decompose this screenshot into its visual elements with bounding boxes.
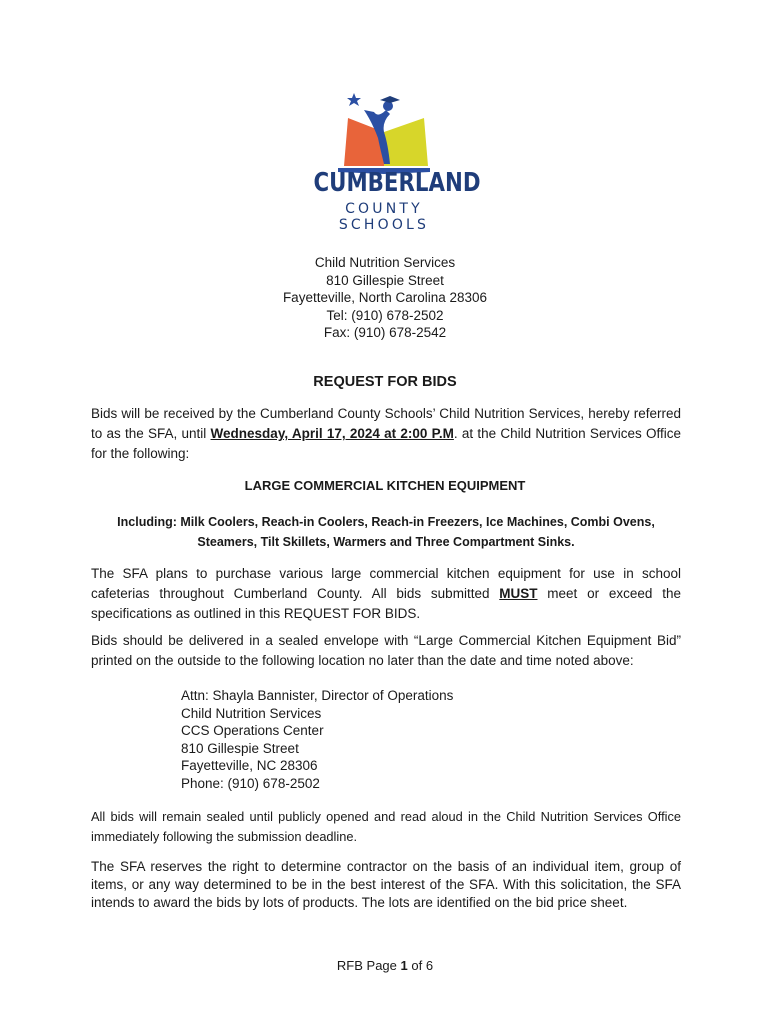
footer-of: of [407,958,426,973]
footer-prefix: RFB Page [336,958,401,973]
attn-department: Child Nutrition Services [181,705,322,721]
must-emphasis: MUST [499,586,538,601]
logo-wordmark-secondary: COUNTY SCHOOLS [338,201,430,233]
intro-text-start: Bids will be received by the Cumberland County Schools’ Child Nutrition Services, hereby referred to as the SFA, until [91,406,681,441]
footer-page-total: 6 [425,958,434,973]
sealed-bids-paragraph: All bids will remain sealed until publicly opened and read aloud in the Child Nutrition Services Office immediately following the submission deadline. [91,809,681,844]
plan-text-end: meet or exceed the specifications as outlined in this REQUEST FOR BIDS. [91,586,681,621]
attn-city: Fayetteville, NC 28306 [181,758,318,773]
intro-paragraph [91,404,681,464]
logo-grad-cap-icon [380,96,400,103]
page-footer [0,958,770,973]
bid-deadline: Wednesday, April 17, 2024 at 2:00 P.M [210,426,454,441]
purchase-plan-paragraph [91,564,681,624]
intro-text-end: . at the Child Nutrition Services Office for the following: [91,426,681,461]
equipment-list [91,512,681,552]
address-fax: Fax: (910) 678-2542 [323,325,447,340]
footer-page-number: 1 [400,958,408,973]
reserve-rights-paragraph: The SFA reserves the right to determine contractor on the basis of an individual item, group of items, or any way determined to be in the best interest of the SFA. With this solicitation, the SFA intends to award the bids by lots of products. The lots are identified on the bid price sheet. [91,859,681,910]
address-phone: Tel: (910) 678-2502 [326,307,444,323]
attn-line: Attn: Shayla Bannister, Director of Operations [181,688,454,703]
attn-phone: Phone: (910) 678-2502 [181,775,320,791]
logo-book-right-page [384,118,428,166]
document-title: REQUEST FOR BIDS [313,374,457,390]
equipment-list-line-1: Including: Milk Coolers, Reach-in Coolers, Reach-in Freezers, Ice Machines, Combi Ovens, [117,515,655,529]
equipment-heading: LARGE COMMERCIAL KITCHEN EQUIPMENT [244,478,526,493]
attn-street: 810 Gillespie Street [181,740,299,756]
plan-text-start: The SFA plans to purchase various large commercial kitchen equipment for use in school cafeterias throughout Cumberland County. All bids submitted [91,566,681,601]
logo-wordmark-primary: CUMBERLAND [313,168,481,198]
delivery-paragraph: Bids should be delivered in a sealed envelope with “Large Commercial Kitchen Equipment Bid” printed on the outside to the following location no later than the date and time noted above: [91,633,681,668]
address-department: Child Nutrition Services [314,255,456,270]
logo-star-icon [347,93,361,106]
attn-center: CCS Operations Center [181,723,324,738]
address-city: Fayetteville, North Carolina 28306 [282,290,488,305]
delivery-address-block [181,687,453,792]
address-street: 810 Gillespie Street [326,272,444,288]
letterhead-address [200,254,570,342]
equipment-list-line-2: Steamers, Tilt Skillets, Warmers and Three Compartment Sinks. [197,535,575,549]
